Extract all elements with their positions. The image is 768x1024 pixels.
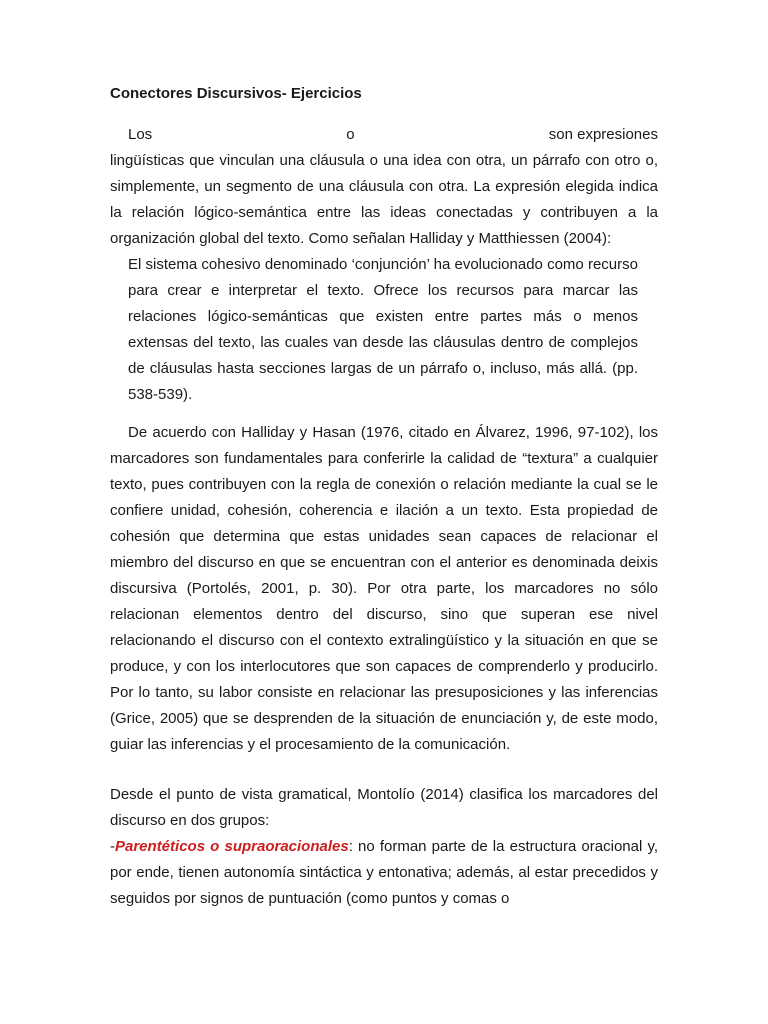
word-o: o: [346, 126, 355, 143]
spacer: [110, 758, 658, 782]
block-quote: El sistema cohesivo denominado ‘conjunción’ ha evolucionado como recurso para crear e interpretar el texto. Ofrece los recursos para marcar las relaciones lógico-semánticas que existen entre partes más o menos extensas del texto, las cuales van desde las cláusulas dentro de complejos de cláusulas hasta secciones largas de un párrafo o, incluso, más allá. (pp. 538-539).: [128, 256, 638, 403]
word-son-expresiones: son expresiones: [548, 126, 658, 143]
document-title: Conectores Discursivos- Ejercicios: [110, 85, 362, 102]
paragraph-3: Desde el punto de vista gramatical, Montolío (2014) clasifica los marcadores del discurso en dos grupos:: [110, 786, 658, 829]
paragraph-4-text: : no forman parte de la estructura oracional y, por ende, tienen autonomía sintáctica y entonativa; además, al estar precedidos y seguidos por signos de puntuación (como puntos y comas o: [110, 838, 658, 907]
highlighted-term: Parentéticos o supraoracionales: [115, 838, 349, 855]
list-dash: -: [110, 838, 115, 855]
word-los: Los: [128, 126, 153, 143]
paragraph-1: lingüísticas que vinculan una cláusula o una idea con otra, un párrafo con otro o, simplemente, un segmento de una cláusula con otra. La expresión elegida indica la relación lógico-semántica entre las ideas conectadas y contribuyen a la organización global del texto. Como señalan Halliday y Matthiessen (2004):: [110, 152, 658, 247]
paragraph-4: [110, 834, 658, 912]
document-page: [110, 84, 658, 912]
paragraph-2: De acuerdo con Halliday y Hasan (1976, citado en Álvarez, 1996, 97-102), los marcadores son fundamentales para conferirle la calidad de “textura” a cualquier texto, pues contribuyen con la regla de conexión o relación mediante la cual se le confiere unidad, cohesión, coherencia e ilación a un texto. Esta propiedad de cohesión que determina que estas unidades sean capaces de relacionar el miembro del discurso en que se encuentran con el anterior es denominada deixis discursiva (Portolés, 2001, p. 30). Por otra parte, los marcadores no sólo relacionan elementos dentro del discurso, sino que superan ese nivel relacionando el discurso con el contexto extralingüístico y la situación en que se produce, y con los interlocutores que son capaces de comprenderlo y producirlo. Por lo tanto, su labor consiste en relacionar las presuposiciones y las inferencias (Grice, 2005) que se desprenden de la situación de enunciación y, de este modo, guiar las inferencias y el procesamiento de la comunicación.: [110, 424, 658, 753]
paragraph-1-first-line: [110, 122, 658, 148]
